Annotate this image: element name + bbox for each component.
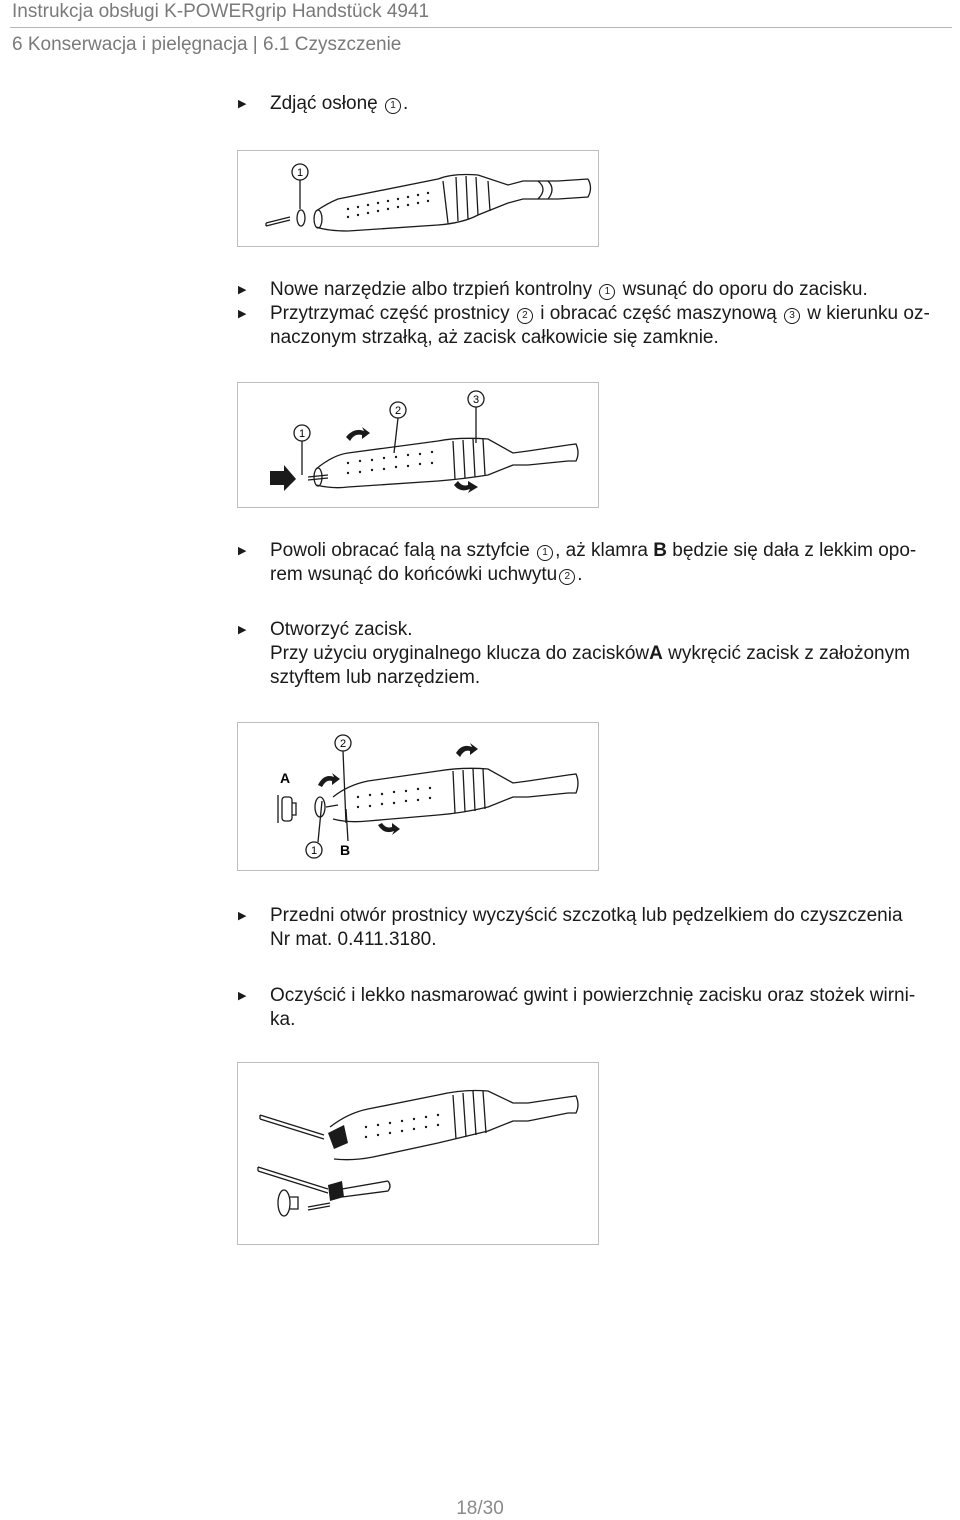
callout-1: 1 [310,845,318,857]
figure-clean-brush [237,1062,599,1245]
bullet-triangle-icon: ▶ [238,910,247,922]
callout-1: 1 [298,428,306,440]
callout-2: 2 [394,405,402,417]
instruction-step-5 [238,618,953,690]
document-title: Instrukcja obsługi K-POWERgrip Handstück 4941 [12,1,430,22]
instruction-step-6 [238,904,953,952]
bullet-triangle-icon: ▶ [238,98,247,110]
figure-remove-collet [237,722,599,871]
step-text-continued: Przy użyciu oryginalnego klucza do zaciskówA wykręcić zacisk z założonym [270,643,910,664]
callout-number: 3 [784,308,800,324]
label-a: A [280,770,291,786]
instruction-step-1 [238,92,953,116]
step-text-continued: ka. [270,1009,296,1030]
step-text: Oczyścić i lekko nasmarować gwint i powierzchnię zacisku oraz stożek wirni- [270,985,916,1006]
figure-remove-cover [237,150,599,247]
bullet-triangle-icon: ▶ [238,624,247,636]
label-b: B [340,842,351,858]
step-text: Otworzyć zacisk. [270,619,413,640]
bullet-triangle-icon: ▶ [238,990,247,1002]
callout-2: 2 [339,738,347,750]
step-text: Zdjąć osłonę 1 . [270,93,409,114]
instruction-step-7 [238,984,953,1032]
step-text: Przytrzymać część prostnicy 2 i obracać część maszynową 3 w kierunku oz- [270,303,930,324]
step-text-continued: naczonym strzałką, aż zacisk całkowicie się zamknie. [270,327,719,348]
bullet-triangle-icon: ▶ [238,545,247,557]
page-number: 18/30 [456,1498,504,1519]
callout-number: 2 [559,569,575,585]
callout-number: 1 [599,284,615,300]
callout-number: 1 [537,545,553,561]
material-number: Nr mat. 0.411.3180. [270,929,437,950]
step-text-continued: rem wsunąć do końcówki uchwytu 2 . [270,564,583,585]
figure-insert-tool [237,382,599,508]
callout-3: 3 [472,394,480,406]
bullet-triangle-icon: ▶ [238,284,247,296]
callout-number: 1 [385,98,401,114]
bullet-triangle-icon: ▶ [238,308,247,320]
instruction-step-4 [238,539,953,587]
step-text: Przedni otwór prostnicy wyczyścić szczotką lub pędzelkiem do czyszczenia [270,905,903,926]
instruction-step-3 [238,302,953,350]
section-breadcrumb: 6 Konserwacja i pielęgnacja | 6.1 Czyszczenie [12,34,402,55]
callout-1: 1 [296,167,304,179]
instruction-step-2 [238,278,953,302]
step-text: Nowe narzędzie albo trzpień kontrolny 1 wsunąć do oporu do zacisku. [270,279,868,300]
header-divider [10,27,952,28]
step-text-continued: sztyftem lub narzędziem. [270,667,481,688]
callout-number: 2 [517,308,533,324]
step-text: Powoli obracać falą na sztyfcie 1 , aż klamra B będzie się dała z lekkim opo- [270,540,917,561]
